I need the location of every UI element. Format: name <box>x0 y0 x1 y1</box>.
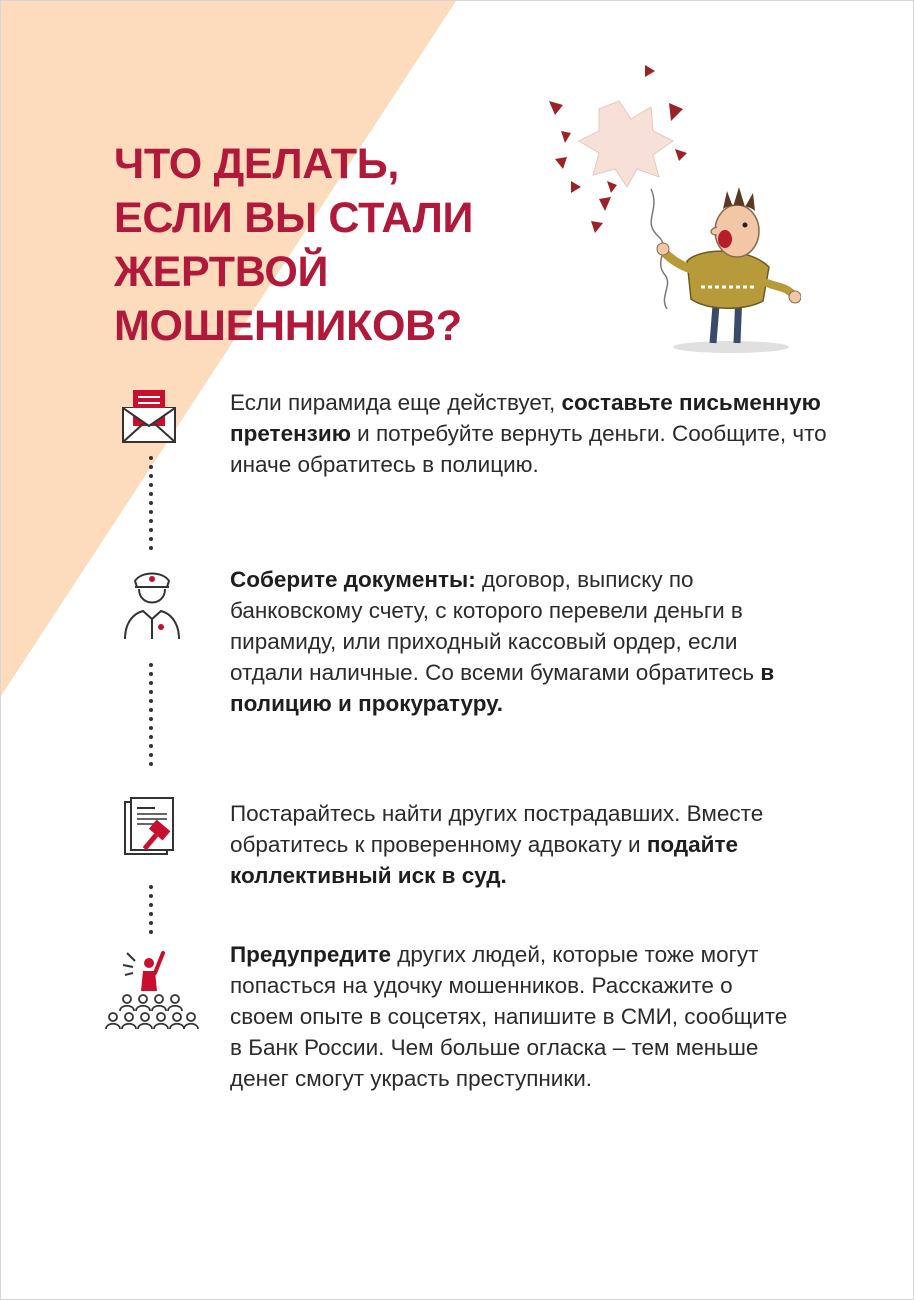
step-text-part: Постарайтесь найти других пострадавших. Вместе обратитесь к проверенному адвокату и <box>230 801 764 857</box>
title-line: ЕСЛИ ВЫ СТАЛИ <box>114 194 474 242</box>
step-text-bold: подайте коллективный иск в суд. <box>230 832 739 888</box>
document-gavel-icon <box>121 796 181 860</box>
timeline-dots <box>149 663 153 771</box>
title-line: ЧТО ДЕЛАТЬ, <box>114 140 400 188</box>
title-line: МОШЕННИКОВ? <box>114 302 462 350</box>
page-title <box>114 137 473 353</box>
police-officer-icon <box>121 567 183 639</box>
step-text-bold: составьте письменную претензию <box>230 390 821 446</box>
step-text-part: и потребуйте вернуть деньги. Сообщите, что иначе обратитесь в полицию. <box>230 421 827 477</box>
surprised-man-illustration <box>541 61 801 361</box>
timeline-dots <box>149 456 153 555</box>
speaker-crowd-icon <box>103 945 199 1035</box>
step-text-part: договор, выписку по банковскому счету, с которого перевели деньги в пирамиду, или приходный кассовый ордер, если отдали наличные. Со всеми бумагами обратитесь <box>230 567 761 685</box>
step-text-part: других людей, которые тоже могут попасться на удочку мошенников. Расскажите о своем опыте в соцсетях, напишите в СМИ, сообщите в Банк России. Чем больше огласка – тем меньше денег смогут украсть преступники. <box>230 942 788 1091</box>
timeline-dots <box>149 885 153 939</box>
step-text-bold: Предупредите <box>230 942 391 967</box>
step-text-bold: Соберите документы: <box>230 567 476 592</box>
envelope-letter-icon <box>119 386 179 446</box>
step-text <box>230 939 790 1094</box>
step-text <box>230 798 830 891</box>
step-text-bold: в полицию и прокуратуру. <box>230 660 775 716</box>
step-text <box>230 387 830 480</box>
title-line: ЖЕРТВОЙ <box>114 248 329 296</box>
step-text-part: Если пирамида еще действует, <box>230 390 562 415</box>
step-text <box>230 564 810 719</box>
